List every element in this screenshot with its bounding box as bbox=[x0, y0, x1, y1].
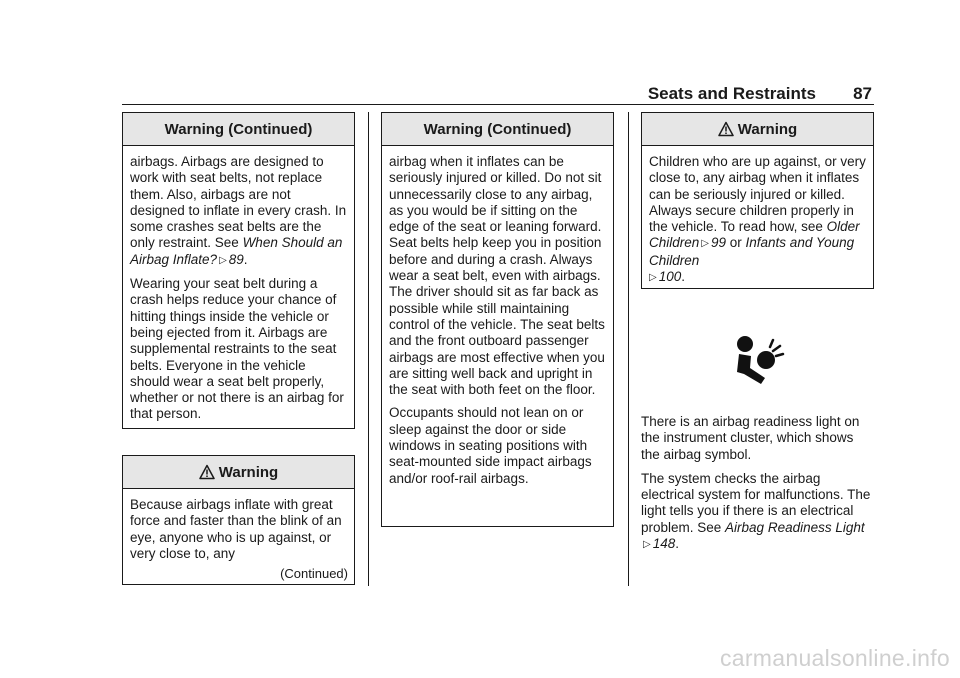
warning-triangle-icon bbox=[199, 464, 215, 480]
warning-continued-box-3 bbox=[381, 112, 614, 527]
box-body bbox=[642, 146, 873, 292]
warning-triangle-icon bbox=[718, 121, 734, 137]
box-title-row bbox=[123, 456, 354, 489]
paragraph: Because airbags inflate with great force and faster than the blink of an eye, anyone who is up against, or very close to, any bbox=[130, 497, 342, 561]
box-body bbox=[382, 146, 613, 493]
continued-label: (Continued) bbox=[280, 566, 348, 582]
box-title: Warning (Continued) bbox=[123, 113, 354, 146]
paragraph: airbags. Airbags are designed to work with seat belts, not replace them. Also, airbags are not designed to inflate in every crash. In some crashes seat belts are the only restraint. See When Should an Airbag Inflate? ▷ 89. bbox=[130, 154, 348, 269]
page-reference[interactable]: 89 bbox=[228, 251, 244, 267]
page-reference-arrow-icon: ▷ bbox=[643, 539, 651, 551]
airbag-readiness-icon bbox=[733, 334, 785, 386]
page-number: 87 bbox=[853, 84, 872, 103]
column-divider-1 bbox=[368, 112, 369, 586]
cross-reference-link[interactable]: When Should an Airbag Inflate? bbox=[130, 235, 343, 267]
warning-continued-box-1 bbox=[122, 112, 355, 429]
watermark: carmanualsonline.info bbox=[719, 645, 950, 671]
section-title: Seats and Restraints bbox=[647, 84, 816, 103]
page-header bbox=[122, 84, 874, 104]
paragraph: There is an airbag readiness light on the instrument cluster, which shows the airbag symbol. bbox=[641, 414, 860, 462]
box-title: Warning bbox=[737, 120, 798, 138]
warning-box-4 bbox=[641, 112, 874, 289]
box-title-row bbox=[642, 113, 873, 146]
box-title: Warning bbox=[218, 463, 279, 481]
page-reference-arrow-icon: ▷ bbox=[701, 238, 709, 250]
body-text bbox=[641, 414, 874, 561]
cross-reference-link[interactable]: Older Children bbox=[649, 219, 860, 251]
box-body bbox=[123, 489, 354, 568]
page-reference[interactable]: 100 bbox=[658, 269, 682, 285]
column-divider-2 bbox=[628, 112, 629, 586]
paragraph: Wearing your seat belt during a crash helps reduce your chance of hitting things inside the vehicle or being ejected from it. Airbags are supplemental restraints to the seat belts. Everyone in the vehicle should wear a seat belt properly, whether or not there is an airbag for that person. bbox=[130, 276, 344, 422]
header-rule bbox=[122, 104, 874, 105]
paragraph: Children who are up against, or very close to, any airbag when it inflates can be seriously injured or killed. Always secure children properly in the vehicle. To read how, see Older Children ▷ 99 or Infants and Young Children ▷ 100. bbox=[649, 154, 867, 286]
box-body bbox=[123, 146, 354, 429]
paragraph: airbag when it inflates can be seriously injured or killed. Do not sit unnecessarily close to any airbag, as you would be if sitting on the edge of the seat or leaning forward. Seat belts help keep you in position before and during a crash. Always wear a seat belt, even with airbags. The driver should sit as far back as possible while still maintaining control of the vehicle. The seat belts and the front outboard passenger airbags are most effective when you are sitting well back and upright in the seat with both feet on the floor. bbox=[389, 154, 605, 398]
cross-reference-link[interactable]: Infants and Young Children bbox=[649, 235, 855, 268]
paragraph: Occupants should not lean on or sleep against the door or side windows in seating positions with seat-mounted side impact airbags and/or roof-rail airbags. bbox=[389, 405, 592, 486]
paragraph: The system checks the airbag electrical system for malfunctions. The light tells you if there is an electrical problem. See Airbag Readiness Light▷ 148. bbox=[641, 471, 874, 553]
page-reference[interactable]: 99 bbox=[710, 235, 727, 251]
box-title: Warning (Continued) bbox=[382, 113, 613, 146]
page-reference-arrow-icon: ▷ bbox=[649, 272, 657, 284]
page-reference-arrow-icon: ▷ bbox=[219, 254, 227, 266]
warning-box-2 bbox=[122, 455, 355, 585]
cross-reference-link[interactable]: Airbag Readiness Light bbox=[725, 519, 865, 535]
page-reference[interactable]: 148 bbox=[652, 536, 676, 552]
